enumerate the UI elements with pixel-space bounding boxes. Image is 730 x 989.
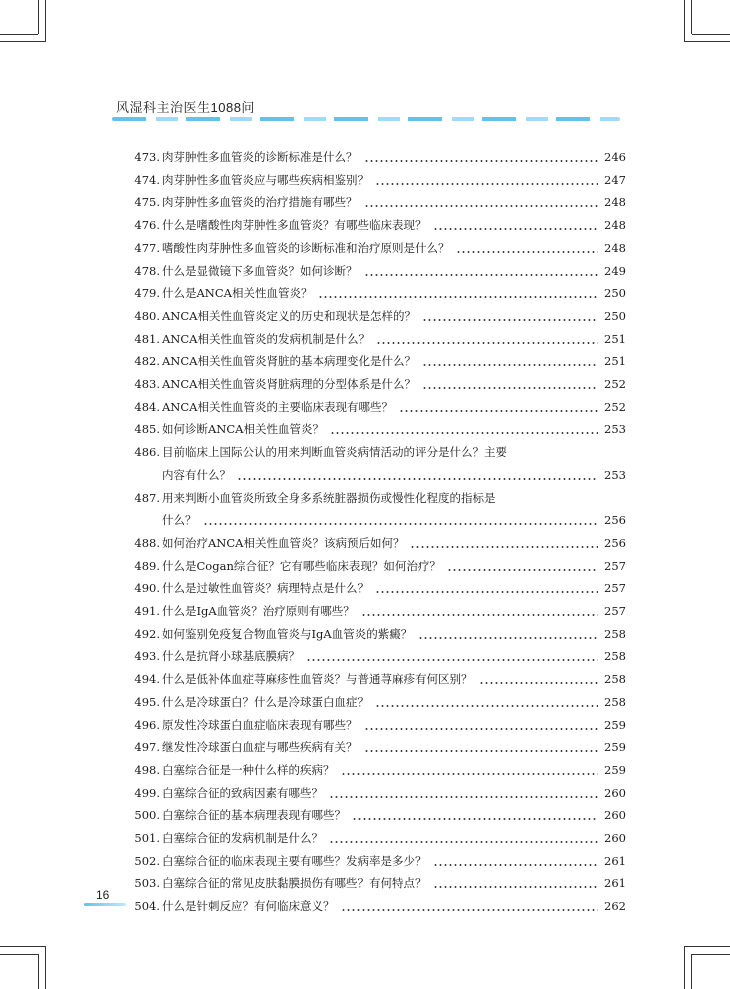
toc-entry-line[interactable] — [126, 509, 626, 531]
toc-entry-page: 251 — [604, 331, 626, 346]
toc-leader-dots — [364, 714, 599, 736]
toc-entry-number: 497. — [134, 740, 160, 755]
crop-mark — [684, 946, 685, 989]
toc-entry-page: 262 — [604, 899, 626, 914]
toc-leader-dots — [203, 509, 599, 531]
toc-entry-line[interactable] — [126, 305, 626, 327]
toc-entry-page: 259 — [604, 740, 626, 755]
crop-mark — [0, 946, 46, 947]
toc-entry-title: 什么是IgA血管炎？治疗原则有哪些？ — [162, 604, 355, 618]
toc-entry-title: 白塞综合征的临床表现主要有哪些？发病率是多少？ — [162, 853, 427, 868]
toc-entry-line[interactable] — [126, 373, 626, 395]
running-header-title: 风湿科主治医生1088问 — [116, 100, 255, 115]
toc-entry-number: 501. — [134, 831, 160, 845]
toc-entry-title: 什么是针刺反应？有何临床意义？ — [162, 899, 335, 914]
toc-leader-dots — [364, 191, 599, 213]
toc-entry-number: 473. — [134, 150, 160, 164]
toc-entry-number: 485. — [134, 422, 160, 437]
toc-entry-title: 什么是ANCA相关性血管炎？ — [162, 286, 313, 301]
toc-entry-title: 目前临床上国际公认的用来判断血管炎病情活动的评分是什么？主要 — [162, 445, 507, 460]
toc-entry-page: 257 — [604, 604, 626, 618]
toc-entry-number: 484. — [134, 399, 160, 414]
toc-entry-page: 250 — [604, 308, 626, 323]
crop-mark — [691, 0, 692, 34]
toc-leader-dots — [433, 214, 599, 236]
toc-entry-page: 253 — [604, 422, 626, 437]
toc-leader-dots — [364, 736, 599, 758]
toc-entry-title: 如何鉴别免疫复合物血管炎与IgA血管炎的紫癜？ — [162, 626, 413, 641]
toc-entry-line[interactable] — [126, 827, 626, 849]
toc-entry-number: 499. — [134, 785, 160, 800]
toc-leader-dots — [422, 373, 598, 395]
toc-entry-page: 246 — [604, 150, 626, 164]
toc-entry-title: 什么是显微镜下多血管炎？如何诊断？ — [162, 263, 358, 278]
toc-entry-title: 白塞综合征的致病因素有哪些？ — [162, 785, 323, 800]
toc-entry-line[interactable] — [126, 328, 626, 350]
toc-entry-page: 258 — [604, 672, 626, 687]
toc-leader-dots — [329, 782, 598, 804]
toc-entry-title: 肉芽肿性多血管炎的诊断标准是什么？ — [162, 150, 358, 164]
toc-leader-dots — [306, 645, 598, 667]
toc-entry-number: 500. — [134, 808, 160, 823]
toc-entry-page: 258 — [604, 626, 626, 641]
toc-entry-line[interactable] — [126, 169, 626, 191]
toc-entry-title: 什么是低补体血症荨麻疹性血管炎？与普通荨麻疹有何区别？ — [162, 672, 473, 687]
toc-entry-number: 480. — [134, 308, 160, 323]
toc-entry-title: 白塞综合征是一种什么样的疾病？ — [162, 762, 335, 777]
crop-mark — [0, 34, 38, 35]
toc-leader-dots — [318, 282, 598, 304]
toc-entry-title: ANCA相关性血管炎的发病机制是什么？ — [162, 331, 370, 346]
toc-leader-dots — [352, 804, 598, 826]
toc-entry-title: 继发性冷球蛋白血症与哪些疾病有关？ — [162, 740, 358, 755]
toc-entry-line[interactable] — [126, 555, 626, 577]
toc-entry-line[interactable] — [126, 214, 626, 236]
toc-entry-title: 白塞综合征的发病机制是什么？ — [162, 831, 323, 845]
toc-entry-number: 489. — [134, 558, 160, 573]
toc-entry-number: 477. — [134, 240, 160, 255]
toc-entry-line[interactable] — [126, 623, 626, 645]
toc-entry-page: 249 — [604, 263, 626, 278]
toc-entry-page: 256 — [604, 513, 626, 528]
toc-entry-page: 253 — [604, 467, 626, 482]
toc-entry-page: 259 — [604, 717, 626, 732]
toc-entry-line[interactable] — [126, 350, 626, 372]
crop-mark — [692, 954, 730, 955]
toc-entry-page: 261 — [604, 876, 626, 891]
toc-leader-dots — [418, 623, 598, 645]
crop-mark — [684, 0, 685, 42]
toc-entry-number: 502. — [134, 853, 160, 868]
toc-entry-title: 什么是抗肾小球基底膜病？ — [162, 649, 300, 664]
toc-entry-number: 504. — [134, 899, 160, 914]
toc-entry-line[interactable] — [126, 146, 626, 168]
crop-mark — [691, 954, 692, 989]
toc-entry-title: 什么是过敏性血管炎？病理特点是什么？ — [162, 581, 369, 596]
crop-mark — [684, 946, 730, 947]
toc-entry-page: 256 — [604, 535, 626, 550]
toc-entry-title: ANCA相关性血管炎肾脏病理的分型体系是什么？ — [162, 377, 416, 391]
toc-entry-line[interactable] — [126, 736, 626, 758]
toc-entry-line[interactable] — [126, 464, 626, 486]
toc-entry-line[interactable] — [126, 691, 626, 713]
toc-entry-page: 252 — [604, 377, 626, 391]
toc-leader-dots — [237, 464, 598, 486]
toc-leader-dots — [364, 260, 599, 282]
toc-entry-page: 250 — [604, 286, 626, 301]
toc-entry-page: 247 — [604, 172, 626, 187]
toc-entry-page: 261 — [604, 853, 626, 868]
crop-mark — [0, 954, 38, 955]
toc-leader-dots — [433, 850, 599, 872]
toc-entry-title: ANCA相关性血管炎的主要临床表现有哪些？ — [162, 399, 393, 414]
toc-entry-number: 488. — [134, 535, 160, 550]
toc-entry-line[interactable] — [126, 487, 626, 509]
crop-mark — [45, 0, 46, 42]
toc-entry-title: ANCA相关性血管炎肾脏的基本病理变化是什么？ — [162, 354, 416, 369]
toc-entry-number: 487. — [134, 490, 160, 505]
toc-entry-number: 493. — [134, 649, 160, 664]
page-number-rule — [84, 903, 126, 906]
toc-entry-page: 260 — [604, 808, 626, 823]
toc-entry-number: 494. — [134, 672, 160, 687]
toc-entry-title: 什么是嗜酸性肉芽肿性多血管炎？有哪些临床表现？ — [162, 218, 427, 233]
toc-entry-line[interactable] — [126, 714, 626, 736]
toc-entry-line[interactable] — [126, 759, 626, 781]
toc-entry-line[interactable] — [126, 191, 626, 213]
toc-leader-dots — [456, 237, 599, 259]
toc-entry-page: 248 — [604, 218, 626, 233]
toc-entry-number: 503. — [134, 876, 160, 891]
toc-entry-title: 什么？ — [162, 513, 197, 528]
toc-leader-dots — [330, 418, 598, 440]
toc-leader-dots — [361, 600, 598, 622]
crop-mark — [38, 954, 39, 989]
toc-leader-dots — [376, 328, 598, 350]
toc-entry-page: 252 — [604, 399, 626, 414]
toc-entry-title: 肉芽肿性多血管炎应与哪些疾病相鉴别？ — [162, 172, 369, 187]
toc-entry-page: 258 — [604, 694, 626, 709]
toc-entry-number: 481. — [134, 331, 160, 346]
toc-entry-number: 483. — [134, 377, 160, 391]
toc-entry-line[interactable] — [126, 282, 626, 304]
toc-entry-number: 478. — [134, 263, 160, 278]
crop-mark — [692, 34, 730, 35]
toc-entry-number: 479. — [134, 286, 160, 301]
toc-leader-dots — [433, 872, 599, 894]
toc-entry-title: 嗜酸性肉芽肿性多血管炎的诊断标准和治疗原则是什么？ — [162, 240, 450, 255]
toc-leader-dots — [375, 577, 598, 599]
toc-entry-title: 原发性冷球蛋白血症临床表现有哪些？ — [162, 717, 358, 732]
page-number: 16 — [96, 888, 110, 902]
toc-entry-number: 482. — [134, 354, 160, 369]
toc-entry-title: ANCA相关性血管炎定义的历史和现状是怎样的？ — [162, 308, 416, 323]
toc-entry-line[interactable] — [126, 645, 626, 667]
toc-leader-dots — [341, 759, 599, 781]
toc-entry-line[interactable] — [126, 577, 626, 599]
toc-entry-page: 248 — [604, 240, 626, 255]
toc-leader-dots — [399, 396, 598, 418]
toc-leader-dots — [410, 532, 598, 554]
crop-mark — [684, 41, 730, 42]
toc-entry-number: 475. — [134, 195, 160, 210]
toc-leader-dots — [375, 169, 598, 191]
toc-entry-title: 内容有什么？ — [162, 467, 231, 482]
toc-entry-page: 257 — [604, 558, 626, 573]
toc-entry-number: 492. — [134, 626, 160, 641]
toc-entry-title: 如何诊断ANCA相关性血管炎？ — [162, 422, 324, 437]
toc-entry-number: 490. — [134, 581, 160, 596]
toc-entry-line[interactable] — [126, 260, 626, 282]
crop-mark — [0, 41, 46, 42]
toc-leader-dots — [364, 146, 599, 168]
toc-leader-dots — [341, 895, 599, 917]
toc-entry-line[interactable] — [126, 895, 626, 917]
toc-entry-number: 491. — [134, 604, 160, 618]
toc-entry-line[interactable] — [126, 532, 626, 554]
toc-entry-page: 259 — [604, 762, 626, 777]
toc-entry-page: 260 — [604, 831, 626, 845]
toc-entry-title: 白塞综合征的常见皮肤黏膜损伤有哪些？有何特点？ — [162, 876, 427, 891]
toc-entry-page: 251 — [604, 354, 626, 369]
toc-entry-line[interactable] — [126, 668, 626, 690]
toc-leader-dots — [479, 668, 599, 690]
toc-leader-dots — [447, 555, 598, 577]
toc-entry-line[interactable] — [126, 872, 626, 894]
toc-leader-dots — [422, 350, 598, 372]
toc-entry-line[interactable] — [126, 850, 626, 872]
toc-leader-dots — [375, 691, 598, 713]
toc-entry-line[interactable] — [126, 804, 626, 826]
toc-entry-page: 248 — [604, 195, 626, 210]
toc-entry-title: 用来判断小血管炎所致全身多系统脏器损伤或慢性化程度的指标是 — [162, 490, 496, 505]
toc-entry-title: 什么是Cogan综合征？它有哪些临床表现？如何治疗？ — [162, 558, 441, 573]
crop-mark — [45, 946, 46, 989]
toc-entry-number: 495. — [134, 694, 160, 709]
toc-entry-page: 260 — [604, 785, 626, 800]
toc-entry-number: 496. — [134, 717, 160, 732]
toc-entry-title: 肉芽肿性多血管炎的治疗措施有哪些？ — [162, 195, 358, 210]
toc-entry-line[interactable] — [126, 600, 626, 622]
header-decorative-rule — [112, 117, 620, 121]
toc-entry-line[interactable] — [126, 782, 626, 804]
toc-entry-title: 白塞综合征的基本病理表现有哪些？ — [162, 808, 346, 823]
toc-entry-line[interactable] — [126, 418, 626, 440]
toc-leader-dots — [329, 827, 598, 849]
toc-entry-number: 474. — [134, 172, 160, 187]
toc-entry-line[interactable] — [126, 396, 626, 418]
toc-entry-page: 258 — [604, 649, 626, 664]
crop-mark — [38, 0, 39, 34]
toc-entry-number: 486. — [134, 445, 160, 460]
toc-entry-title: 如何治疗ANCA相关性血管炎？该病预后如何？ — [162, 535, 405, 550]
toc-entry-line[interactable] — [126, 441, 626, 463]
toc-entry-title: 什么是冷球蛋白？什么是冷球蛋白血症？ — [162, 694, 369, 709]
toc-entry-number: 476. — [134, 218, 160, 233]
toc-entry-line[interactable] — [126, 237, 626, 259]
toc-entry-page: 257 — [604, 581, 626, 596]
toc-leader-dots — [422, 305, 598, 327]
toc-entry-number: 498. — [134, 762, 160, 777]
